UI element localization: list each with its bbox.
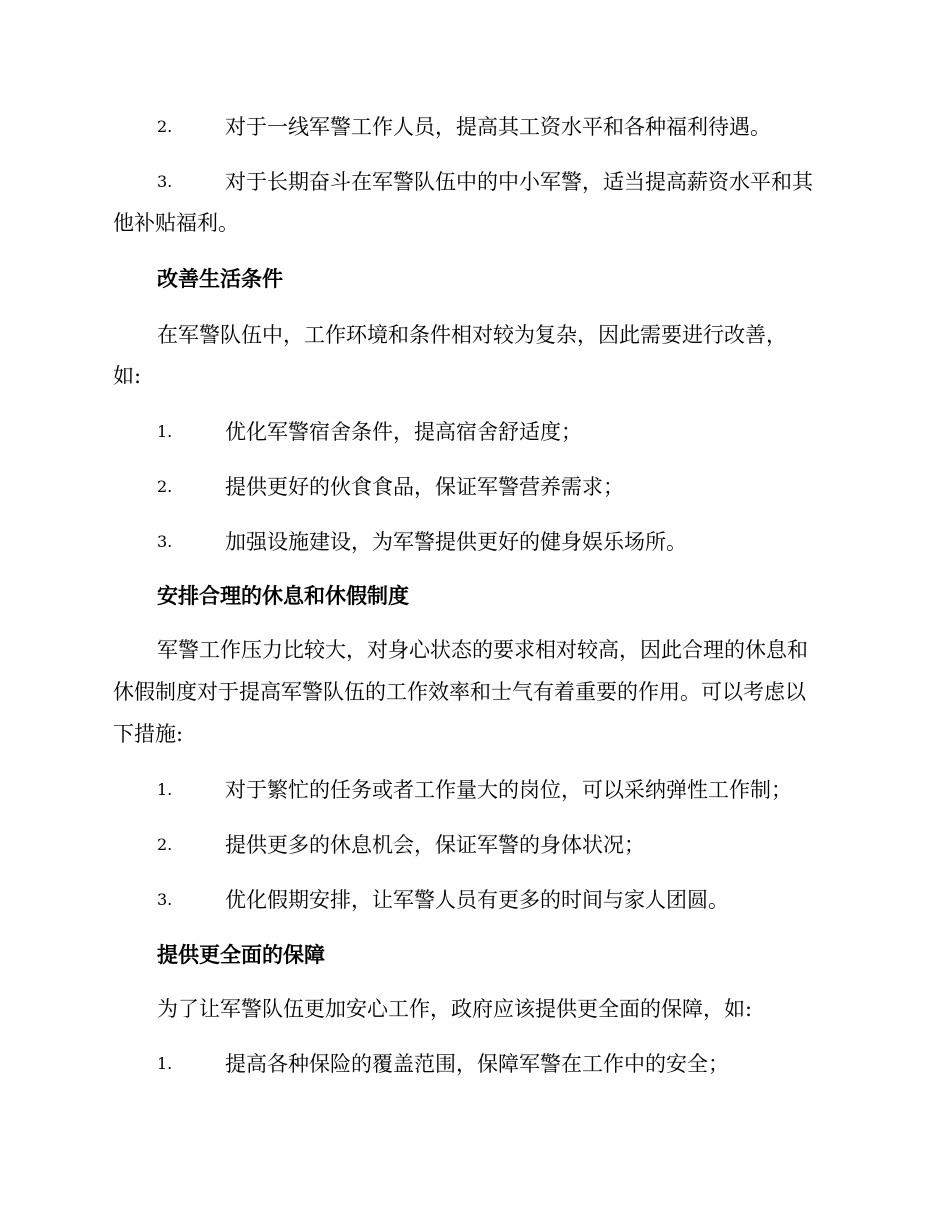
- list-number: 2.: [157, 835, 173, 854]
- list-item-text: 对于长期奋斗在军警队伍中的中小军警，适当提高薪资水平和其: [225, 170, 813, 194]
- paragraph-line: 军警工作压力比较大，对身心状态的要求相对较高，因此合理的休息和: [157, 638, 808, 662]
- list-item-text: 对于繁忙的任务或者工作量大的岗位，可以采纳弹性工作制；: [225, 778, 792, 802]
- paragraph-line: 如:: [113, 364, 142, 388]
- list-number: 3.: [157, 532, 173, 551]
- list-item-text: 提供更多的休息机会，保证军警的身体状况；: [225, 833, 645, 857]
- list-number: 1.: [157, 780, 173, 799]
- paragraph-line: 在军警队伍中，工作环境和条件相对较为复杂，因此需要进行改善，: [157, 323, 787, 347]
- section-heading: 安排合理的休息和休假制度: [157, 583, 409, 608]
- list-number: 2.: [157, 477, 173, 496]
- list-number: 1.: [157, 422, 173, 441]
- list-number: 2.: [157, 117, 173, 136]
- list-item-continuation: 他补贴福利。: [113, 211, 239, 235]
- list-item-text: 提高各种保险的覆盖范围，保障军警在工作中的安全；: [225, 1052, 729, 1076]
- list-item-text: 加强设施建设，为军警提供更好的健身娱乐场所。: [225, 530, 687, 554]
- list-item-text: 提供更好的伙食食品，保证军警营养需求；: [225, 475, 624, 499]
- paragraph-line: 休假制度对于提高军警队伍的工作效率和士气有着重要的作用。可以考虑以: [113, 680, 806, 704]
- section-heading: 提供更全面的保障: [157, 942, 325, 967]
- list-number: 3.: [157, 172, 173, 191]
- list-item-text: 对于一线军警工作人员，提高其工资水平和各种福利待遇。: [225, 115, 771, 139]
- list-item-text: 优化假期安排，让军警人员有更多的时间与家人团圆。: [225, 888, 729, 912]
- list-item-text: 优化军警宿舍条件，提高宿舍舒适度；: [225, 420, 582, 444]
- paragraph-line: 下措施:: [113, 722, 184, 746]
- list-number: 3.: [157, 890, 173, 909]
- paragraph-line: 为了让军警队伍更加安心工作，政府应该提供更全面的保障，如:: [157, 997, 753, 1021]
- section-heading: 改善生活条件: [157, 266, 283, 291]
- list-number: 1.: [157, 1054, 173, 1073]
